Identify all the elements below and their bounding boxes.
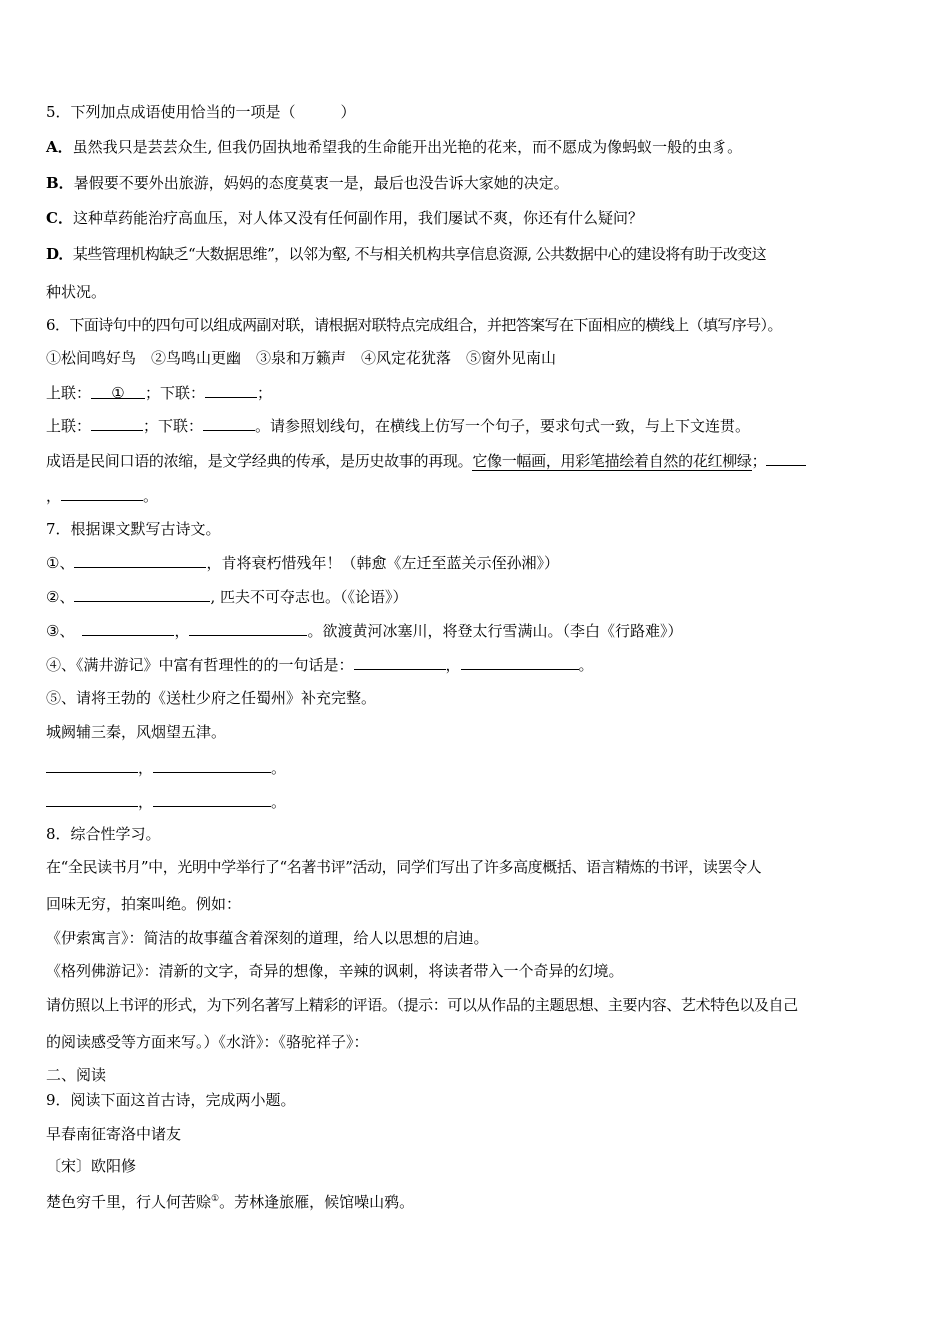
lower-label: ；下联： bbox=[145, 384, 206, 402]
answer-blank-1[interactable] bbox=[46, 756, 138, 773]
upper-answer-blank[interactable] bbox=[91, 414, 143, 431]
answer-blank[interactable] bbox=[74, 551, 206, 568]
section-title: 二、阅读 bbox=[46, 1066, 107, 1084]
q8-task: 请仿照以上书评的形式，为下列名著写上精彩的评语。（提示：可以从作品的主题思想、主要内容、艺术特色以及自己 bbox=[46, 996, 798, 1014]
comma: ， bbox=[46, 487, 62, 505]
item-suffix: , 匹夫不可夺志也。（《论语》） bbox=[210, 588, 408, 606]
option-a-label: A． bbox=[46, 138, 73, 156]
poem-line-1 bbox=[46, 1188, 414, 1213]
q5-option-b bbox=[46, 172, 569, 194]
q7-poem-blank-line-2 bbox=[46, 790, 286, 813]
q5-stem: 5．下列加点成语使用恰当的一项是（ ） bbox=[46, 103, 356, 121]
q6-options: ①松间鸣好鸟 ②鸟鸣山更幽 ③泉和万籁声 ④风定花犹落 ⑤窗外见南山 bbox=[46, 349, 557, 367]
comma: ， bbox=[174, 622, 190, 640]
imitation-blank-1[interactable] bbox=[766, 449, 806, 466]
answer-blank-1[interactable] bbox=[354, 653, 446, 670]
lower-answer-blank[interactable] bbox=[203, 414, 255, 431]
period: 。 bbox=[271, 759, 287, 777]
item-prefix: ③、 bbox=[46, 622, 75, 640]
answer-blank-1[interactable] bbox=[82, 619, 174, 636]
para-text: 成语是民间口语的浓缩，是文学经典的传承，是历史故事的再现。 bbox=[46, 452, 473, 470]
period: 。 bbox=[271, 793, 287, 811]
q5-option-d-cont: 种状况。 bbox=[46, 283, 107, 301]
option-c-label: C． bbox=[46, 209, 73, 227]
q7-stem: 7．根据课文默写古诗文。 bbox=[46, 520, 221, 538]
q6-couplet-2 bbox=[46, 414, 750, 437]
comma: ， bbox=[138, 759, 154, 777]
q8-stem: 8．综合性学习。 bbox=[46, 825, 161, 843]
footnote-marker: ① bbox=[211, 1194, 220, 1204]
option-a-text: 虽然我只是芸芸众生, 但我仍固执地希望我的生命能开出光艳的花来，而不愿成为像蚂蚁一般的虫豸。 bbox=[72, 138, 743, 156]
period: 。 bbox=[578, 656, 594, 674]
q7-item-4 bbox=[46, 653, 594, 676]
underlined-sentence: 它像一幅画，用彩笔描绘着自然的花红柳绿 bbox=[472, 452, 752, 470]
item-suffix: 。欲渡黄河冰塞川，将登太行雪满山。（李白《行路难》） bbox=[307, 622, 683, 640]
q5-option-d bbox=[46, 243, 766, 265]
item-prefix: ①、 bbox=[46, 554, 75, 572]
q8-paragraph-cont: 回味无穷，拍案叫绝。例如： bbox=[46, 895, 242, 913]
poem-text-b: 。芳林逢旅雁，候馆噪山鸦。 bbox=[219, 1193, 415, 1211]
upper-label: 上联： bbox=[46, 384, 92, 402]
period: 。 bbox=[143, 487, 159, 505]
q6-couplet-1 bbox=[46, 381, 272, 404]
lower-label: ；下联： bbox=[143, 417, 204, 435]
answer-blank-2[interactable] bbox=[153, 790, 271, 807]
q8-task-cont: 的阅读感受等方面来写。）《水浒》：《骆驼祥子》： bbox=[46, 1033, 369, 1051]
option-b-text: 暑假要不要外出旅游，妈妈的态度莫衷一是，最后也没告诉大家她的决定。 bbox=[73, 174, 569, 192]
answer-blank-2[interactable] bbox=[461, 653, 579, 670]
item-suffix: ，肯将衰朽惜残年！（韩愈《左迁至蓝关示侄孙湘》） bbox=[206, 554, 559, 572]
poem-title: 早春南征寄洛中诸友 bbox=[46, 1125, 182, 1143]
q5-option-c bbox=[46, 207, 643, 229]
option-b-label: B． bbox=[46, 174, 74, 192]
upper-label: 上联： bbox=[46, 417, 92, 435]
imitation-blank-2[interactable] bbox=[61, 484, 143, 501]
q6-paragraph bbox=[46, 449, 806, 472]
poem-author: 〔宋〕欧阳修 bbox=[46, 1157, 137, 1175]
answer-blank-1[interactable] bbox=[46, 790, 138, 807]
q6-paragraph-cont bbox=[46, 484, 158, 507]
q9-stem: 9．阅读下面这首古诗，完成两小题。 bbox=[46, 1091, 296, 1109]
q7-item-3 bbox=[46, 619, 682, 642]
q5-option-a bbox=[46, 136, 742, 158]
comma: ， bbox=[445, 656, 461, 674]
q6-stem: 6．下面诗句中的四句可以组成两副对联，请根据对联特点完成组合，并把答案写在下面相应的横线上（填写序号）。 bbox=[46, 316, 782, 334]
upper-answer: ① bbox=[111, 384, 125, 402]
q7-item-2 bbox=[46, 585, 408, 608]
poem-text-a: 楚色穷千里，行人何苦赊 bbox=[46, 1193, 212, 1211]
option-c-text: 这种草药能治疗高血压，对人体又没有任何副作用，我们屡试不爽，你还有什么疑问？ bbox=[72, 209, 643, 227]
para-semicolon: ； bbox=[751, 452, 767, 470]
item-prefix: ②、 bbox=[46, 588, 75, 606]
upper-answer-blank[interactable] bbox=[91, 382, 145, 402]
q8-example-2: 《格列佛游记》：清新的文字，奇异的想像，辛辣的讽刺，将读者带入一个奇异的幻境。 bbox=[46, 962, 624, 980]
q7-poem-blank-line-1 bbox=[46, 756, 286, 779]
item-prefix: ④、《满井游记》中富有哲理性的的一句话是： bbox=[46, 656, 354, 674]
answer-blank[interactable] bbox=[74, 585, 210, 602]
option-d-label: D． bbox=[46, 245, 73, 263]
answer-blank-2[interactable] bbox=[153, 756, 271, 773]
q8-paragraph: 在“全民读书月”中，光明中学举行了“名著书评”活动，同学们写出了许多高度概括、语言精炼的书评，读罢令人 bbox=[46, 858, 762, 876]
line-end: ； bbox=[257, 384, 273, 402]
answer-blank-2[interactable] bbox=[189, 619, 307, 636]
q7-item-5: ⑤、请将王勃的《送杜少府之任蜀州》补充完整。 bbox=[46, 689, 377, 707]
lower-answer-blank[interactable] bbox=[205, 381, 257, 398]
q7-poem-line-1: 城阙辅三秦，风烟望五津。 bbox=[46, 723, 227, 741]
q8-example-1: 《伊索寓言》：简洁的故事蕴含着深刻的道理，给人以思想的启迪。 bbox=[46, 929, 489, 947]
q6-task2: 。请参照划线句，在横线上仿写一个句子，要求句式一致，与上下文连贯。 bbox=[255, 417, 751, 435]
option-d-text: 某些管理机构缺乏“大数据思维”，以邻为壑, 不与相关机构共享信息资源, 公共数据中心的建设将有助于改变这 bbox=[72, 245, 767, 263]
comma: ， bbox=[138, 793, 154, 811]
q7-item-1 bbox=[46, 551, 559, 574]
